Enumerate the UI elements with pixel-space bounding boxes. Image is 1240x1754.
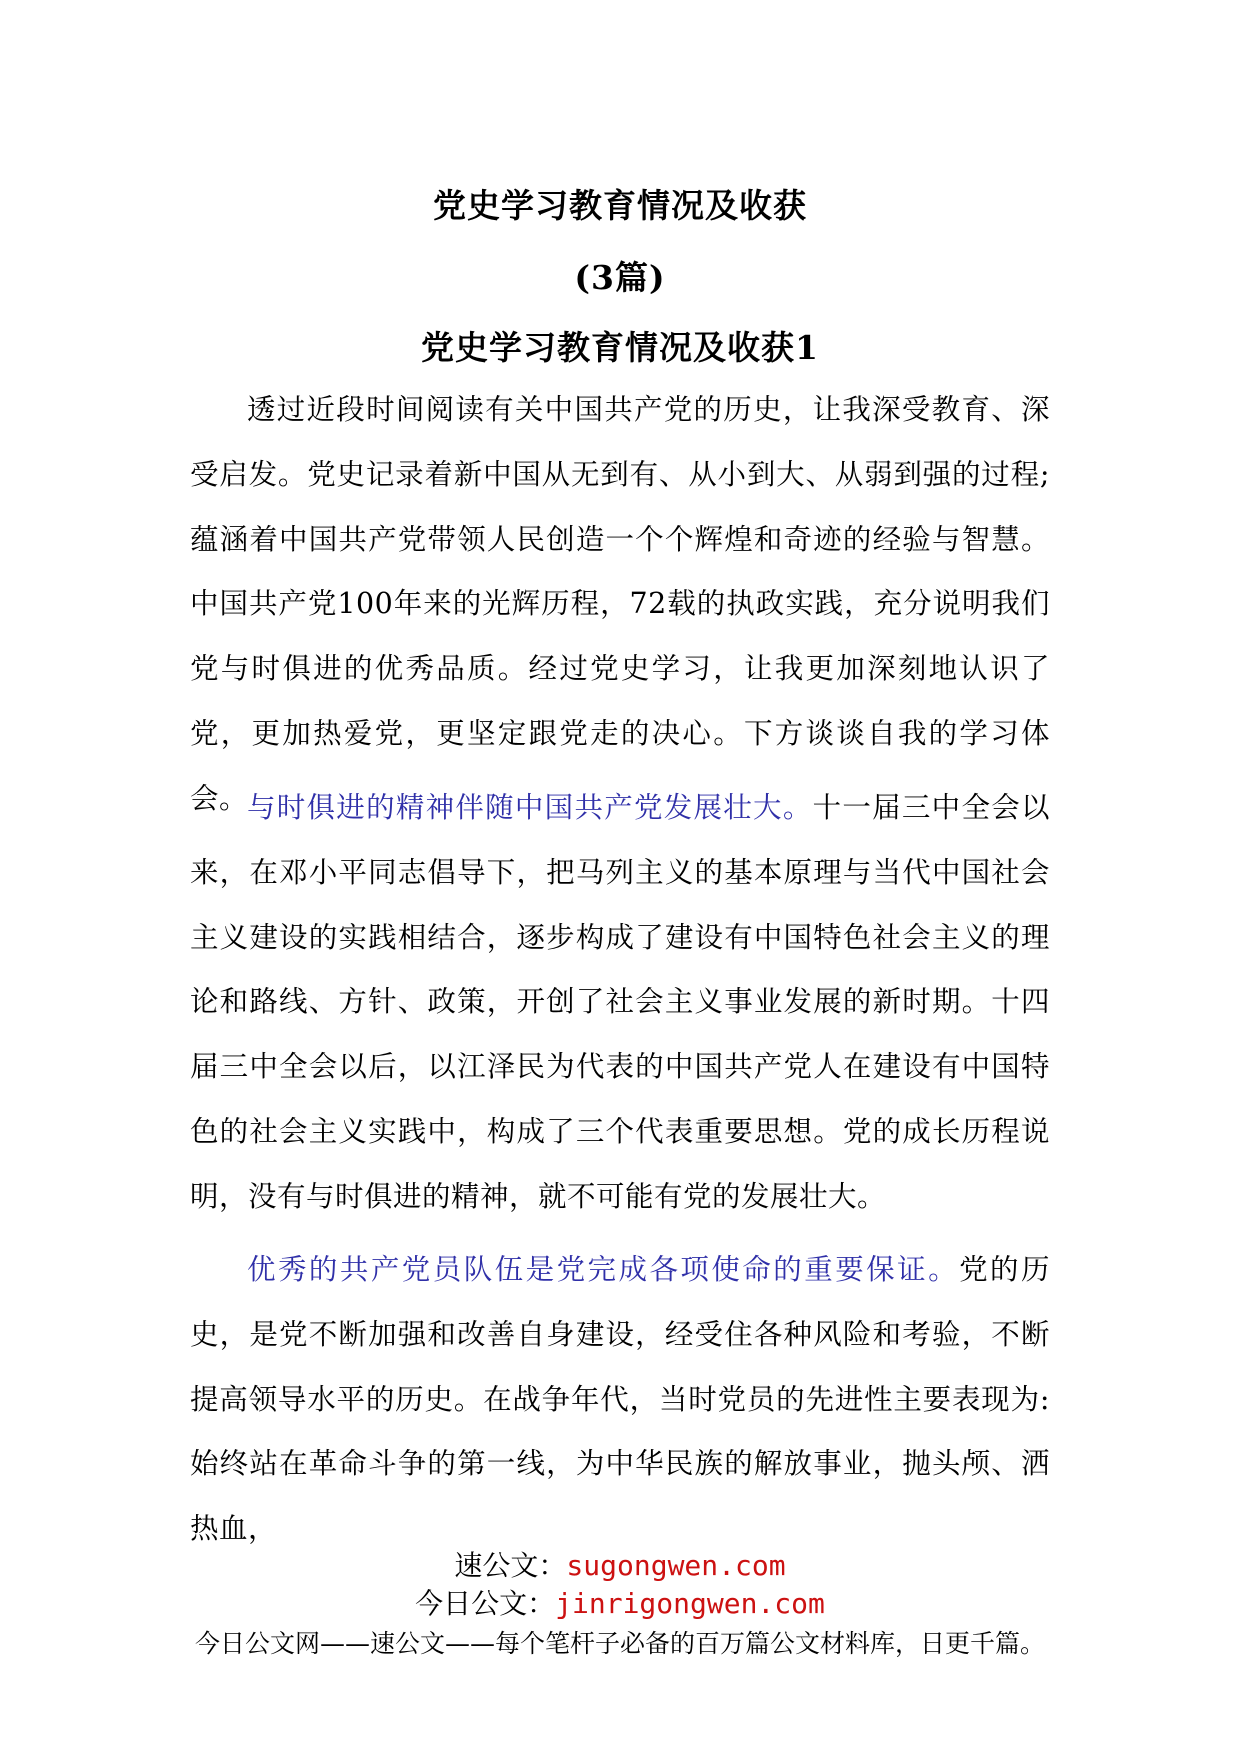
paragraph-2-highlight: 与时俱进的精神伴随中国共产党发展壮大。 <box>247 791 813 824</box>
section-title: 党史学习教育情况及收获1 <box>421 328 819 367</box>
footer-label-sugongwen: 速公文： <box>454 1549 567 1582</box>
document-count: (3篇) <box>574 258 666 297</box>
paragraph-3 <box>190 1238 1050 1562</box>
footer-label-jinrigongwen: 今日公文： <box>415 1587 556 1620</box>
footer-line-sugongwen <box>0 1544 1240 1584</box>
paragraph-2-text: 十一届三中全会以来，在邓小平同志倡导下，把马列主义的基本原理与当代中国社会主义建设的实践相结合，逐步构成了建设有中国特色社会主义的理论和路线、方针、政策，开创了社会主义事业发展的新时期。十四届三中全会以后，以江泽民为代表的中国共产党人在建设有中国特色的社会主义实践中，构成了三个代表重要思想。党的成长历程说明，没有与时俱进的精神，就不可能有党的发展壮大。 <box>190 791 1050 1213</box>
paragraph-3-highlight: 优秀的共产党员队伍是党完成各项使命的重要保证。 <box>247 1253 960 1286</box>
paragraph-1-text: 透过近段时间阅读有关中国共产党的历史，让我深受教育、深受启发。党史记录着新中国从无到有、从小到大、从弱到强的过程;蕴涵着中国共产党带领人民创造一个个辉煌和奇迹的经验与智慧。中国共产党100年来的光辉历程，72载的执政实践，充分说明我们党与时俱进的优秀品质。经过党史学习，让我更加深刻地认识了党，更加热爱党，更坚定跟党走的决心。下方谈谈自我的学习体会。 <box>190 393 1050 815</box>
footer-line-jinrigongwen <box>0 1582 1240 1622</box>
paragraph-1 <box>190 378 1050 832</box>
footer-link-sugongwen[interactable]: sugongwen.com <box>566 1549 786 1582</box>
footer-tagline: 今日公文网——速公文——每个笔杆子必备的百万篇公文材料库，日更千篇。 <box>194 1629 1045 1658</box>
paragraph-2 <box>190 776 1050 1230</box>
document-title: 党史学习教育情况及收获 <box>433 186 807 225</box>
footer-link-jinrigongwen[interactable]: jinrigongwen.com <box>555 1587 825 1620</box>
paragraph-3-text: 党的历史，是党不断加强和改善自身建设，经受住各种风险和考验，不断提高领导水平的历史。在战争年代，当时党员的先进性主要表现为:始终站在革命斗争的第一线，为中华民族的解放事业，抛头颅、洒热血， <box>190 1253 1050 1546</box>
